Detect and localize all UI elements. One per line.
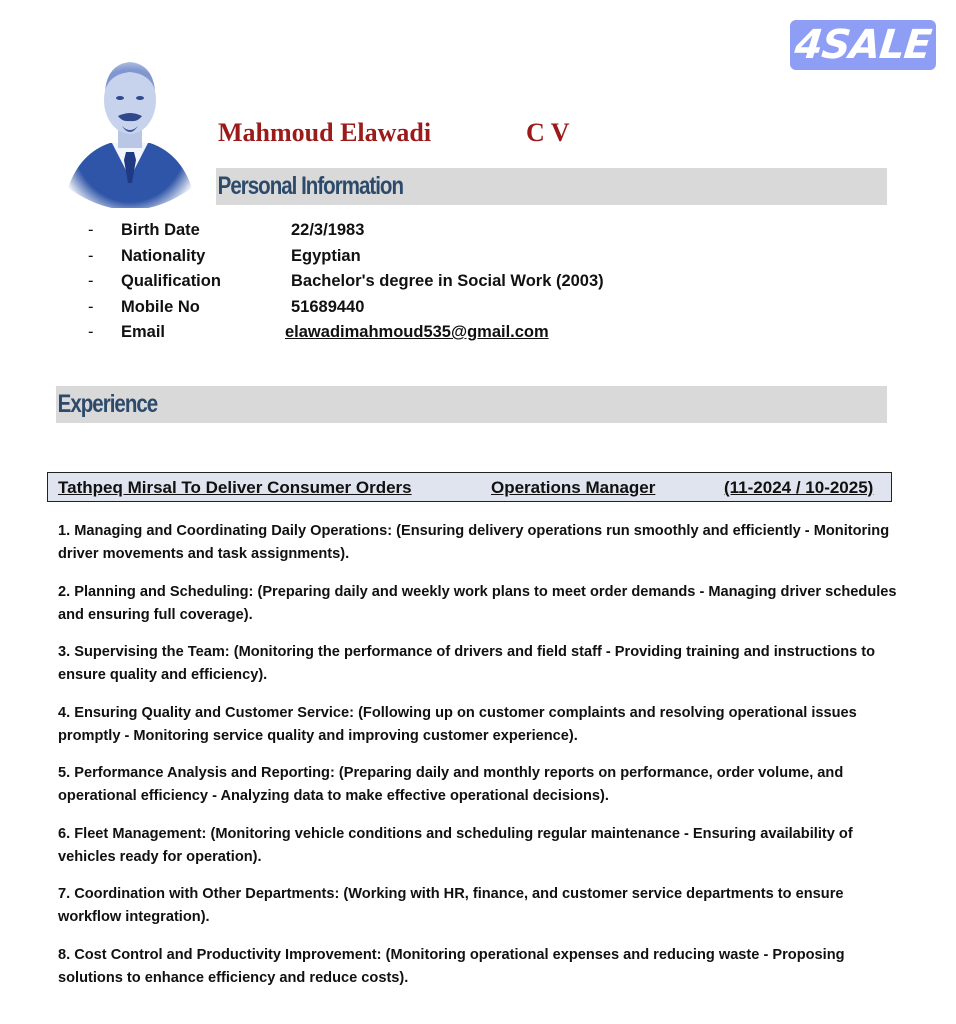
info-label: Email [121, 323, 166, 341]
info-value: 51689440 [291, 297, 365, 316]
info-label: Qualification [121, 272, 221, 290]
job-title: Operations Manager [491, 478, 656, 497]
duty-item: 6. Fleet Management: (Monitoring vehicle conditions and scheduling regular maintenance - Ensuring availability of vehicles ready for operation). [58, 825, 853, 865]
info-value: 22/3/1983 [291, 221, 365, 239]
duty-item: 2. Planning and Scheduling: (Preparing daily and weekly work plans to meet order demands - Managing driver schedules and ensuring full coverage). [58, 583, 897, 623]
cv-label: C V [526, 118, 570, 147]
watermark-logo [790, 20, 936, 70]
info-value: Bachelor's degree in Social Work (2003) [291, 272, 604, 290]
section-title: Personal Information [217, 172, 403, 200]
bullet-dash: - [88, 221, 94, 239]
duty-item: 3. Supervising the Team: (Monitoring the performance of drivers and field staff - Providing training and instructions to ensure quality and efficiency). [58, 644, 876, 683]
experience-header [56, 386, 887, 423]
personal-information-header [216, 168, 887, 205]
duty-item: 7. Coordination with Other Departments: (Working with HR, finance, and customer service departments to ensure workflow integration). [58, 886, 844, 925]
watermark-text: 4SALE [792, 22, 934, 68]
job-duties-list [58, 520, 898, 1004]
bullet-dash: - [88, 272, 94, 290]
bullet-dash: - [88, 323, 94, 341]
profile-photo [60, 48, 200, 208]
info-label: Nationality [121, 246, 206, 265]
duty-item: 8. Cost Control and Productivity Improvement: (Monitoring operational expenses and reducing waste - Proposing solutions to enhance efficiency and reduce costs). [58, 946, 845, 986]
duty-item: 5. Performance Analysis and Reporting: (Preparing daily and monthly reports on performance, order volume, and operational efficiency - Analyzing data to make effective operational decisions). [58, 765, 844, 804]
duty-item: 4. Ensuring Quality and Customer Service: (Following up on customer complaints and resolving operational issues promptly - Monitoring service quality and improving customer experience). [58, 704, 857, 744]
info-label: Birth Date [121, 221, 200, 239]
bullet-dash: - [88, 246, 94, 265]
duty-item: 1. Managing and Coordinating Daily Operations: (Ensuring delivery operations run smoothly and efficiently - Monitoring driver movements and task assignments). [58, 523, 890, 562]
section-title: Experience [57, 390, 158, 418]
info-label: Mobile No [121, 297, 200, 316]
job-header [47, 472, 892, 502]
bullet-dash: - [88, 297, 94, 316]
job-dates: (11-2024 / 10-2025) [724, 478, 874, 497]
info-value: Egyptian [291, 246, 361, 265]
email-link[interactable]: elawadimahmoud535@gmail.com [285, 323, 549, 341]
job-company: Tathpeq Mirsal To Deliver Consumer Orders [58, 478, 412, 497]
person-name: Mahmoud Elawadi [218, 118, 432, 147]
